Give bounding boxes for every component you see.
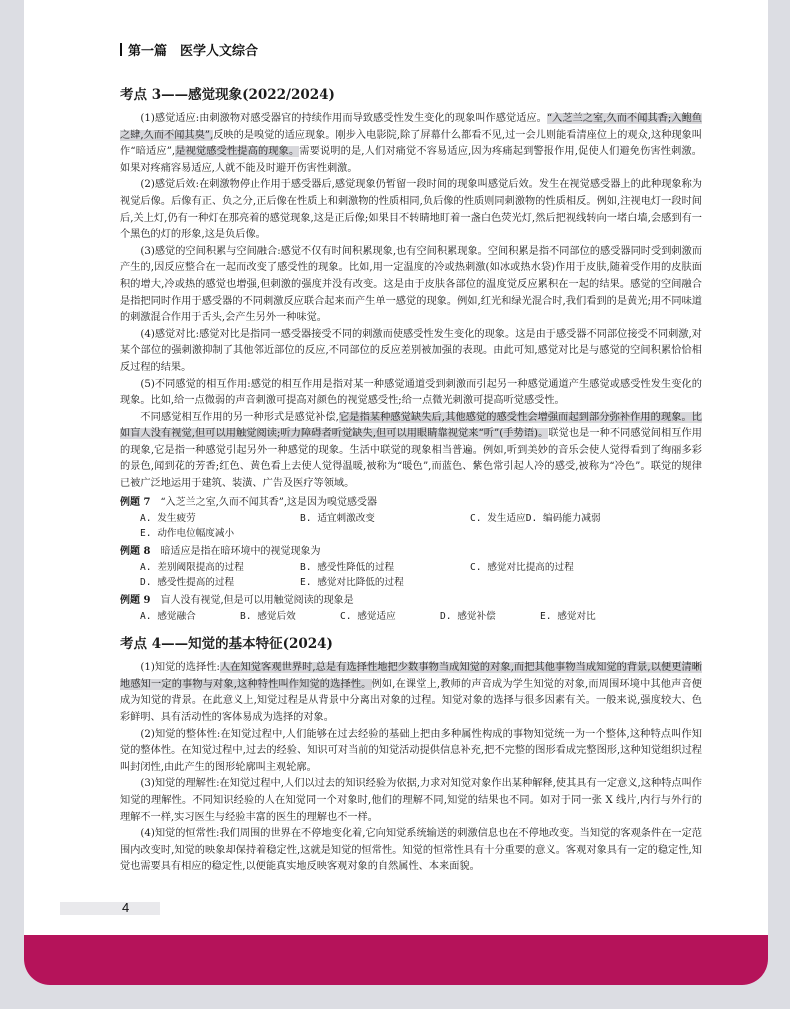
example-label: 例题 9	[120, 594, 151, 606]
option: A. 感觉融合	[140, 610, 196, 622]
example-question: “入芝兰之室,久而不闻其香”,这是因为嗅觉感受器	[160, 496, 378, 508]
book-page	[24, 0, 768, 985]
paragraph-contrast: (4)感觉对比:感觉对比是指同一感受器接受不同的刺激而使感受性发生变化的现象。这是由于感受器不同部位接受不同刺激,对某个部位的强刺激抑制了其他邻近部位的反应,不同部位的反应差别被加强的表现。由此可知,感觉对比是与感觉的空间积累恰恰相反过程的结果。	[120, 328, 702, 373]
text-span: 需要说明的是,人们对痛觉不容易适应,因为疼痛起到警报作用,促使人们避免伤害性刺激。如果对疼痛容易适应,人就不能及时避开伤害性刺激。	[120, 146, 702, 174]
option: D. 编码能力减弱	[525, 512, 601, 524]
text-span: 例如,在课堂上,教师的声音成为学生知觉的对象,而周围环境中其他声音便成为知觉的背景。在此意义上,知觉过程是从背景中分离出对象的过程。知觉对象的选择与很多因素有关。一般来说,强度较大、色彩鲜明、具有活动性的客体易成为选择的对象。	[120, 678, 702, 723]
example-7	[120, 495, 702, 511]
example-9-options	[120, 609, 702, 625]
option: A. 差别阈限提高的过程	[140, 561, 244, 573]
highlight-span: 比如盲人没有视觉,但可以用触觉阅读;听力障碍者听觉缺失,但可以用眼睛靠视觉来“听”(手势语)。	[120, 411, 702, 440]
paragraph-wholeness: (2)知觉的整体性:在知觉过程中,人们能够在过去经验的基础上把由多种属性构成的事物知觉统一为一个整体,这种特点叫作知觉的整体性。在知觉过程中,过去的经验、知识可对当前的知觉活动提供信息补充,把不完整的图形看成完整图形,这种知觉组织过程叫封闭性,由此产生的图形轮廓叫主观轮廓。	[120, 728, 702, 773]
option: C. 发生适应	[470, 512, 526, 524]
option: D. 感受性提高的过程	[140, 577, 235, 589]
text-span: (1)感觉适应:由刺激物对感受器官的持续作用而导致感受性发生变化的现象叫作感觉适应。	[140, 113, 547, 124]
header-title: 第一篇 医学人文综合	[128, 44, 259, 59]
option: D. 感觉补偿	[440, 610, 496, 622]
option: E. 动作电位幅度减小	[140, 528, 235, 540]
example-label: 例题 8	[120, 545, 151, 557]
paragraph-selectivity	[120, 660, 702, 726]
header-bar	[120, 43, 122, 56]
paragraph-constancy: (4)知觉的恒常性:我们周围的世界在不停地变化着,它向知觉系统输送的刺激信息也在不停地改变。当知觉的客观条件在一定范围内改变时,知觉的映象却保持着稳定性,这就是知觉的恒常性。知觉的恒常性具有十分重要的意义。客观对象具有一定的稳定性,知觉也需要具有相应的稳定性,以便能真实地反映客观对象的自然属性、本来面貌。	[120, 828, 702, 873]
page-number: 4	[122, 900, 130, 915]
paragraph-spatial-summation: (3)感觉的空间积累与空间融合:感觉不仅有时间积累现象,也有空间积累现象。空间积累是指不同部位的感受器同时受到刺激而产生的,因反应整合在一起而改变了感受性的现象。比如,用一定温度的冷或热刺激(如冰或热水袋)作用于皮肤,随着受作用的皮肤面积的增大,冷或热的感觉也增强,但刺激的强度并没有改变。这是由于皮肤各部位的温度觉反应累积在一起的结果。感觉的空间融合是指把同时作用于感受器的不同刺激反应联合起来而产生单一感觉的现象。例如,红光和绿光混合时,我们看到的是黄光;用不同味道的刺激混合作用于舌头,会产生另外一种味觉。	[120, 245, 702, 324]
option: B. 适宜刺激改变	[300, 512, 375, 524]
paragraph-sensory-adaptation	[120, 111, 702, 177]
highlight-span: 它是指某种感觉缺失后,其他感觉的感受性会增强而起到部分弥补作用的现象。	[338, 411, 692, 423]
page-content	[120, 80, 702, 876]
option: C. 感觉适应	[340, 610, 396, 622]
highlight-span: 人在知觉客观世界时,总是有选择性地把少数事物当成知觉的对象,而把其他事物当成知觉的背景,以便更清晰地感知一定的事物与对象,这种特性叫作知觉的选择性。	[120, 662, 702, 690]
option: C. 感觉对比提高的过程	[470, 561, 574, 573]
bottom-color-band	[24, 935, 768, 985]
example-question: 盲人没有视觉,但是可以用触觉阅读的现象是	[160, 594, 354, 606]
example-9	[120, 593, 702, 609]
section-4-title: 考点 4——知觉的基本特征(2024)	[120, 636, 333, 653]
option: B. 感觉后效	[240, 610, 296, 622]
footer-bar	[60, 902, 160, 915]
text-span: (1)知觉的选择性:	[140, 662, 220, 674]
example-7-options	[120, 511, 702, 542]
paragraph-aftereffect: (2)感觉后效:在刺激物停止作用于感受器后,感觉现象仍暂留一段时间的现象叫感觉后效。发生在视觉感受器上的此种现象称为视觉后像。后像有正、负之分,正后像在性质上和刺激物的性质相同,负后像的性质则同刺激物的性质相反。例如,注视电灯一段时间后,关上灯,仍有一种灯在那亮着的感觉现象,这是正后像;如果目不转睛地盯着一盏白色荧光灯,然后把视线转向一堵白墙,会感到有一个黑色的灯的形象,这是负后像。	[120, 179, 702, 241]
option: E. 感觉对比降低的过程	[300, 577, 404, 589]
highlight-span: 是视觉感受性提高的现象。	[175, 146, 300, 158]
example-8	[120, 544, 702, 560]
text-span: 联觉也是一种不同感觉间相互作用的现象,它是指一种感觉引起另外一种感觉的现象。生活中联觉的现象相当普遍。例如,听到美妙的音乐会使人觉得看到了绚丽多彩的景色,闻到花的芳香;红色、黄色看上去使人觉得温暖,被称为“暖色”,而蓝色、紫色常引起人冷的感受,被称为“冷色”。联觉的规律已被广泛地运用于建筑、装潢、广告及医疗等领域。	[120, 428, 702, 490]
highlight-span: “入芝兰之室,久而不闻其香;入鲍鱼之肆,久而不闻其臭”,	[120, 113, 702, 141]
example-label: 例题 7	[120, 496, 151, 508]
running-header	[120, 40, 258, 59]
text-span: 不同感觉相互作用的另一种形式是感觉补偿,	[140, 411, 339, 423]
example-question: 暗适应是指在暗环境中的视觉现象为	[160, 545, 321, 557]
paragraph-understanding: (3)知觉的理解性:在知觉过程中,人们以过去的知识经验为依据,力求对知觉对象作出某种解释,使其具有一定意义,这种特点叫作知觉的理解性。不同知识经验的人在知觉同一个对象时,他们的理解不同,知觉的结果也不同。如对于同一张 X 线片,内行与外行的理解不一样,实习医生与经验丰富的医生的理解也不一样。	[120, 778, 702, 823]
paragraph-interaction: (5)不同感觉的相互作用:感觉的相互作用是指对某一种感觉通道受到刺激而引起另一种感觉通道产生感觉或感受性发生变化的现象。比如,给一点微弱的声音刺激可提高对颜色的视觉感受性;给一点微光刺激可提高听觉感受性。	[120, 378, 702, 407]
text-span: 反映的是嗅觉的适应现象。刚步入电影院,除了屏幕什么都看不见,过一会儿则能看清座位上的观众,这种现象叫作“暗适应”,	[120, 129, 702, 158]
option: B. 感受性降低的过程	[300, 561, 395, 573]
option: A. 发生疲劳	[140, 512, 196, 524]
paragraph-compensation	[120, 410, 702, 493]
example-8-options	[120, 560, 702, 591]
section-3-title: 考点 3——感觉现象(2022/2024)	[120, 87, 335, 103]
option: E. 感觉对比	[540, 610, 596, 622]
